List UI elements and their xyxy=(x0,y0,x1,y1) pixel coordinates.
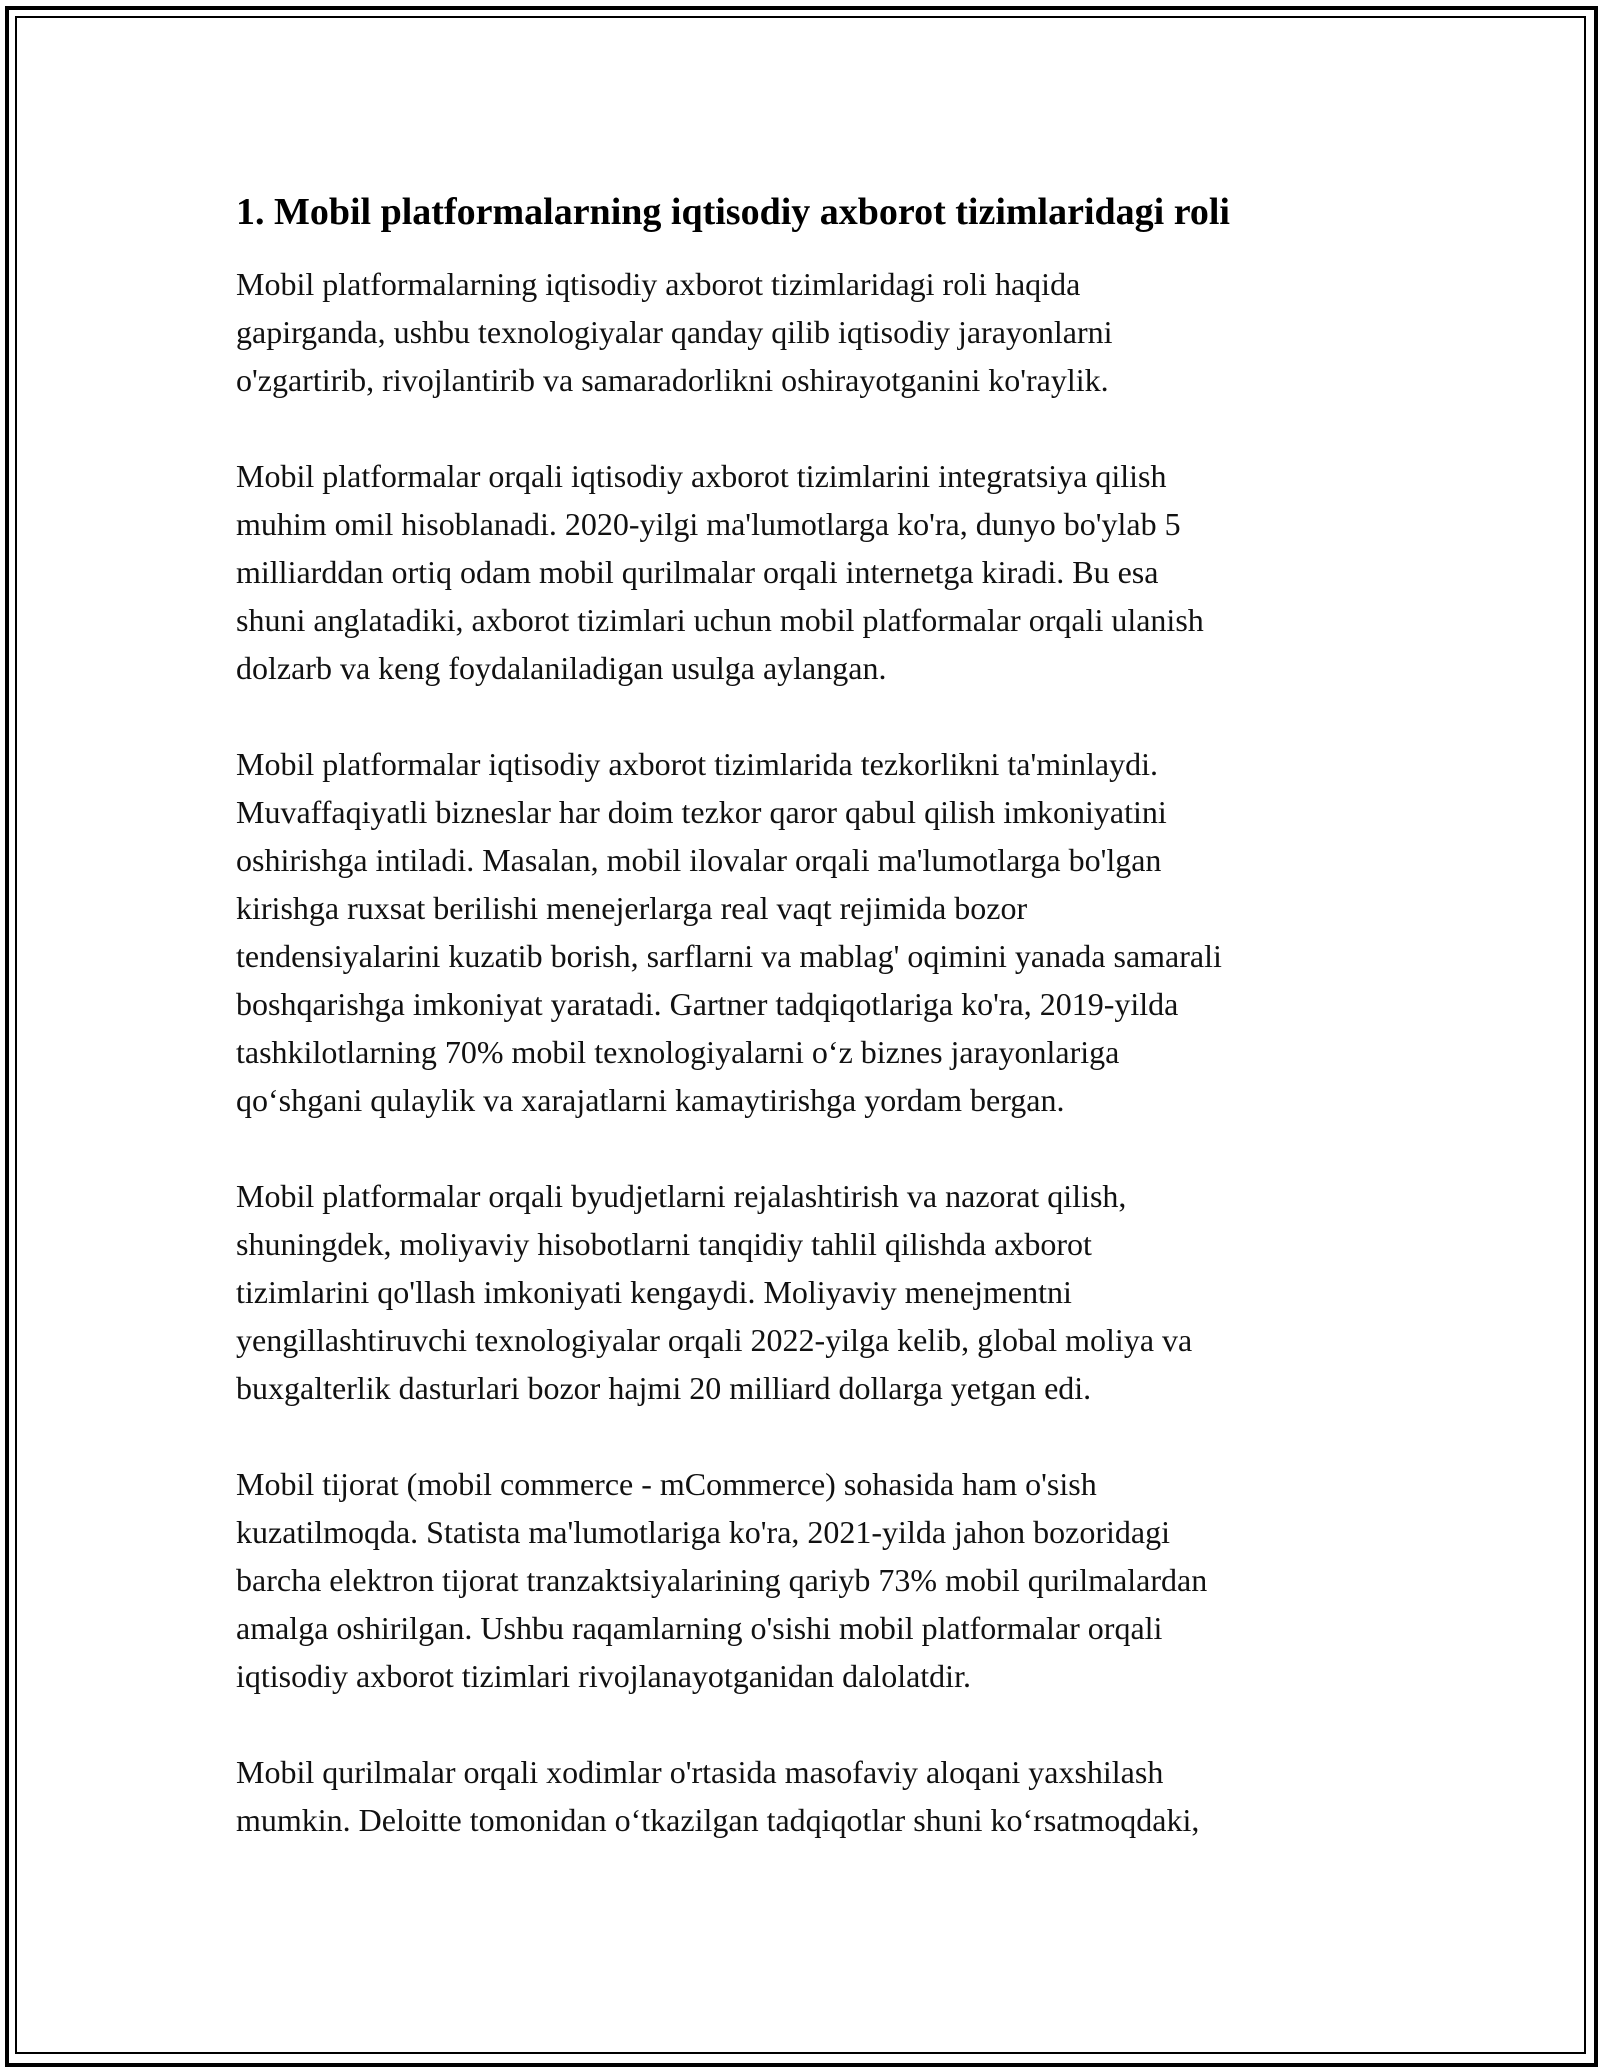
paragraph-4 xyxy=(236,1172,1376,1412)
text-line: o'zgartirib, rivojlantirib va samaradorlikni oshirayotganini ko'raylik. xyxy=(236,362,1109,398)
text-line: gapirganda, ushbu texnologiyalar qanday qilib iqtisodiy jarayonlarni xyxy=(236,314,1113,350)
paragraph-3 xyxy=(236,740,1376,1124)
text-line: Mobil tijorat (mobil commerce - mCommerce) sohasida ham o'sish xyxy=(236,1466,1097,1502)
text-line: mumkin. Deloitte tomonidan o‘tkazilgan tadqiqotlar shuni ko‘rsatmoqdaki, xyxy=(236,1802,1200,1838)
text-line: tashkilotlarning 70% mobil texnologiyalarni o‘z biznes jarayonlariga xyxy=(236,1034,1120,1070)
text-line: tizimlarini qo'llash imkoniyati kengaydi. Moliyaviy menejmentni xyxy=(236,1274,1072,1310)
text-line: buxgalterlik dasturlari bozor hajmi 20 milliard dollarga yetgan edi. xyxy=(236,1370,1092,1406)
section-heading: 1. Mobil platformalarning iqtisodiy axborot tizimlaridagi roli xyxy=(236,191,1230,233)
paragraph-6 xyxy=(236,1748,1376,1844)
text-line: barcha elektron tijorat tranzaktsiyalarining qariyb 73% mobil qurilmalardan xyxy=(236,1562,1208,1598)
text-line: milliarddan ortiq odam mobil qurilmalar orqali internetga kiradi. Bu esa xyxy=(236,554,1159,590)
text-line: Mobil platformalar iqtisodiy axborot tizimlarida tezkorlikni ta'minlaydi. xyxy=(236,746,1158,782)
paragraph-2 xyxy=(236,452,1376,692)
document-body xyxy=(236,186,1376,1892)
text-line: dolzarb va keng foydalaniladigan usulga aylangan. xyxy=(236,650,887,686)
text-line: boshqarishga imkoniyat yaratadi. Gartner tadqiqotlariga ko'ra, 2019-yilda xyxy=(236,986,1179,1022)
text-line: tendensiyalarini kuzatib borish, sarflarni va mablag' oqimini yanada samarali xyxy=(236,938,1222,974)
paragraph-5 xyxy=(236,1460,1376,1700)
text-line: yengillashtiruvchi texnologiyalar orqali 2022-yilga kelib, global moliya va xyxy=(236,1322,1193,1358)
text-line: qo‘shgani qulaylik va xarajatlarni kamaytirishga yordam bergan. xyxy=(236,1082,1065,1118)
text-line: Mobil platformalar orqali byudjetlarni rejalashtirish va nazorat qilish, xyxy=(236,1178,1127,1214)
text-line: Mobil qurilmalar orqali xodimlar o'rtasida masofaviy aloqani yaxshilash xyxy=(236,1754,1164,1790)
text-line: Muvaffaqiyatli bizneslar har doim tezkor qaror qabul qilish imkoniyatini xyxy=(236,794,1167,830)
text-line: Mobil platformalarning iqtisodiy axborot tizimlaridagi roli haqida xyxy=(236,266,1081,302)
text-line: shuningdek, moliyaviy hisobotlarni tanqidiy tahlil qilishda axborot xyxy=(236,1226,1092,1262)
text-line: iqtisodiy axborot tizimlari rivojlanayotganidan dalolatdir. xyxy=(236,1658,971,1694)
text-line: kuzatilmoqda. Statista ma'lumotlariga ko'ra, 2021-yilda jahon bozoridagi xyxy=(236,1514,1170,1550)
text-line: oshirishga intiladi. Masalan, mobil ilovalar orqali ma'lumotlarga bo'lgan xyxy=(236,842,1162,878)
text-line: Mobil platformalar orqali iqtisodiy axborot tizimlarini integratsiya qilish xyxy=(236,458,1167,494)
text-line: amalga oshirilgan. Ushbu raqamlarning o'sishi mobil platformalar orqali xyxy=(236,1610,1163,1646)
text-line: muhim omil hisoblanadi. 2020-yilgi ma'lumotlarga ko'ra, dunyo bo'ylab 5 xyxy=(236,506,1181,542)
paragraph-1 xyxy=(236,260,1376,404)
text-line: shuni anglatadiki, axborot tizimlari uchun mobil platformalar orqali ulanish xyxy=(236,602,1204,638)
text-line: kirishga ruxsat berilishi menejerlarga real vaqt rejimida bozor xyxy=(236,890,1028,926)
